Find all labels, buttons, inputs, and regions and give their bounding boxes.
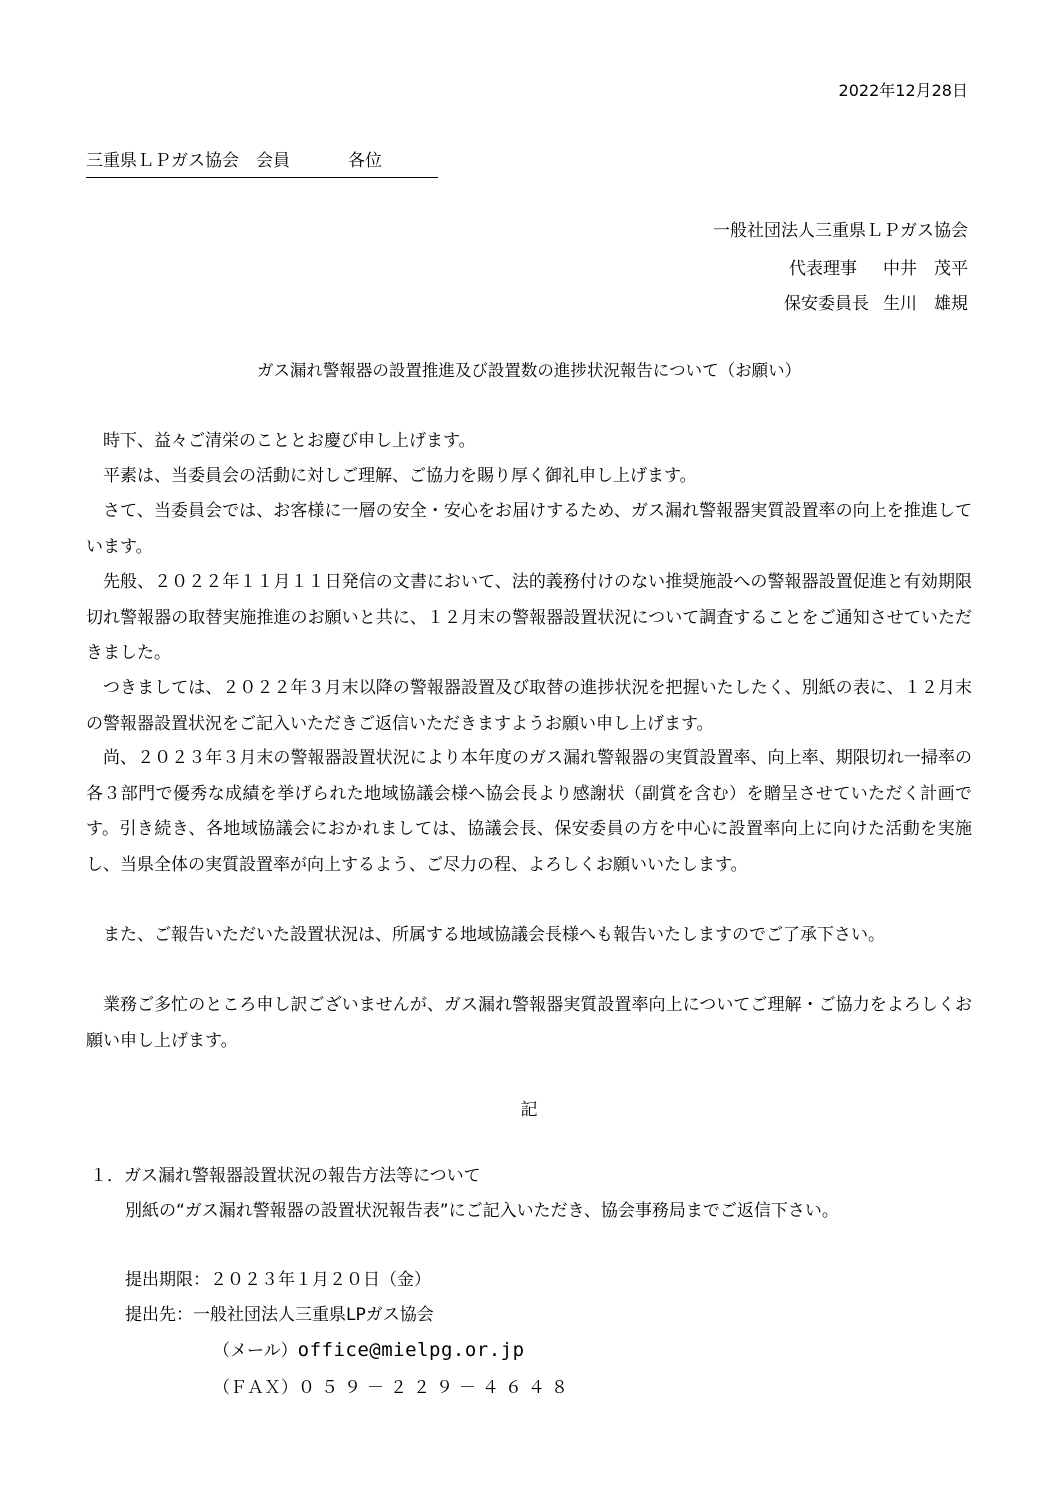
sender-safety-chair	[784, 289, 968, 314]
deadline-value: ２０２３年１月２０日（金）	[210, 1270, 431, 1290]
item1-body: 別紙の“ガス漏れ警報器の設置状況報告表”にご記入いただき、協会事務局までご返信下さい。	[125, 1201, 839, 1221]
body-paragraph-request: つきましては、２０２２年３月末以降の警報器設置及び取替の進捗状況を把握いたしたく、別紙の表に、１２月末の警報器設置状況をご記入いただきご返信いただきますようお願い申し上げます。	[86, 678, 972, 734]
sender-safety-role: 保安委員長	[784, 294, 869, 314]
submission-deadline	[125, 1265, 431, 1290]
contact-fax	[213, 1373, 574, 1398]
body-paragraph-award: 尚、２０２３年３月末の警報器設置状況により本年度のガス漏れ警報器の実質設置率、向上率、期限切れ一掃率の各３部門で優秀な成績を挙げられた地域協議会様へ協会長より感謝状（副賞を含む）を贈呈させていただく計画です。引き続き、各地域協議会におかれましては、協議会長、保安委員の方を中心に設置率向上に向けた活動を実施し、当県全体の実質設置率が向上するよう、ご尽力の程、よろしくお願いいたします。	[86, 748, 972, 875]
body-paragraph-closing: 業務ご多忙のところ申し訳ございませんが、ガス漏れ警報器実質設置率向上についてご理解・ご協力をよろしくお願い申し上げます。	[86, 995, 972, 1051]
fax-number: ０５９－２２９－４６４８	[298, 1378, 574, 1398]
sender-representative	[789, 254, 968, 279]
body-paragraph-thanks: 平素は、当委員会の活動に対しご理解、ご協力を賜り厚く御礼申し上げます。	[103, 466, 697, 486]
sender-rep-name: 中井 茂平	[883, 259, 968, 279]
recipient-suffix: 各位	[348, 151, 382, 171]
body-paragraph-report-sharing: また、ご報告いただいた設置状況は、所属する地域協議会長様へも報告いたしますのでご了承下さい。	[103, 925, 885, 945]
fax-label: （ＦＡＸ）	[213, 1378, 298, 1398]
contact-email	[213, 1336, 525, 1361]
sender-rep-role: 代表理事	[789, 259, 857, 279]
recipient-line	[86, 146, 438, 178]
email-address[interactable]: office@mielpg.or.jp	[297, 1339, 525, 1361]
sender-safety-name: 生川 雄規	[883, 294, 968, 314]
destination-label: 提出先：	[125, 1305, 193, 1325]
body-paragraph-previous-notice: 先般、２０２２年１１月１１日発信の文書において、法的義務付けのない推奨施設への警報器設置促進と有効期限切れ警報器の取替実施推進のお願いと共に、１２月末の警報器設置状況について調査することをご通知させていただきました。	[86, 572, 972, 663]
email-label: （メール）	[213, 1341, 298, 1361]
document-date: 2022年12月28日	[838, 81, 968, 100]
recipient-name: 三重県ＬＰガス協会 会員	[86, 151, 290, 171]
sender-organization: 一般社団法人三重県ＬＰガス協会	[713, 221, 968, 241]
item1-heading: １．ガス漏れ警報器設置状況の報告方法等について	[90, 1166, 481, 1186]
destination-value: 一般社団法人三重県LPガス協会	[193, 1305, 434, 1325]
deadline-label: 提出期限：	[125, 1270, 210, 1290]
body-paragraph-greeting: 時下、益々ご清栄のこととお慶び申し上げます。	[103, 431, 476, 451]
document-title: ガス漏れ警報器の設置推進及び設置数の進捗状況報告について（お願い）	[256, 361, 802, 380]
notes-heading: 記	[520, 1100, 538, 1120]
submission-destination	[125, 1300, 434, 1325]
body-paragraph-purpose: さて、当委員会では、お客様に一層の安全・安心をお届けするため、ガス漏れ警報器実質設置率の向上を推進しています。	[86, 501, 972, 557]
